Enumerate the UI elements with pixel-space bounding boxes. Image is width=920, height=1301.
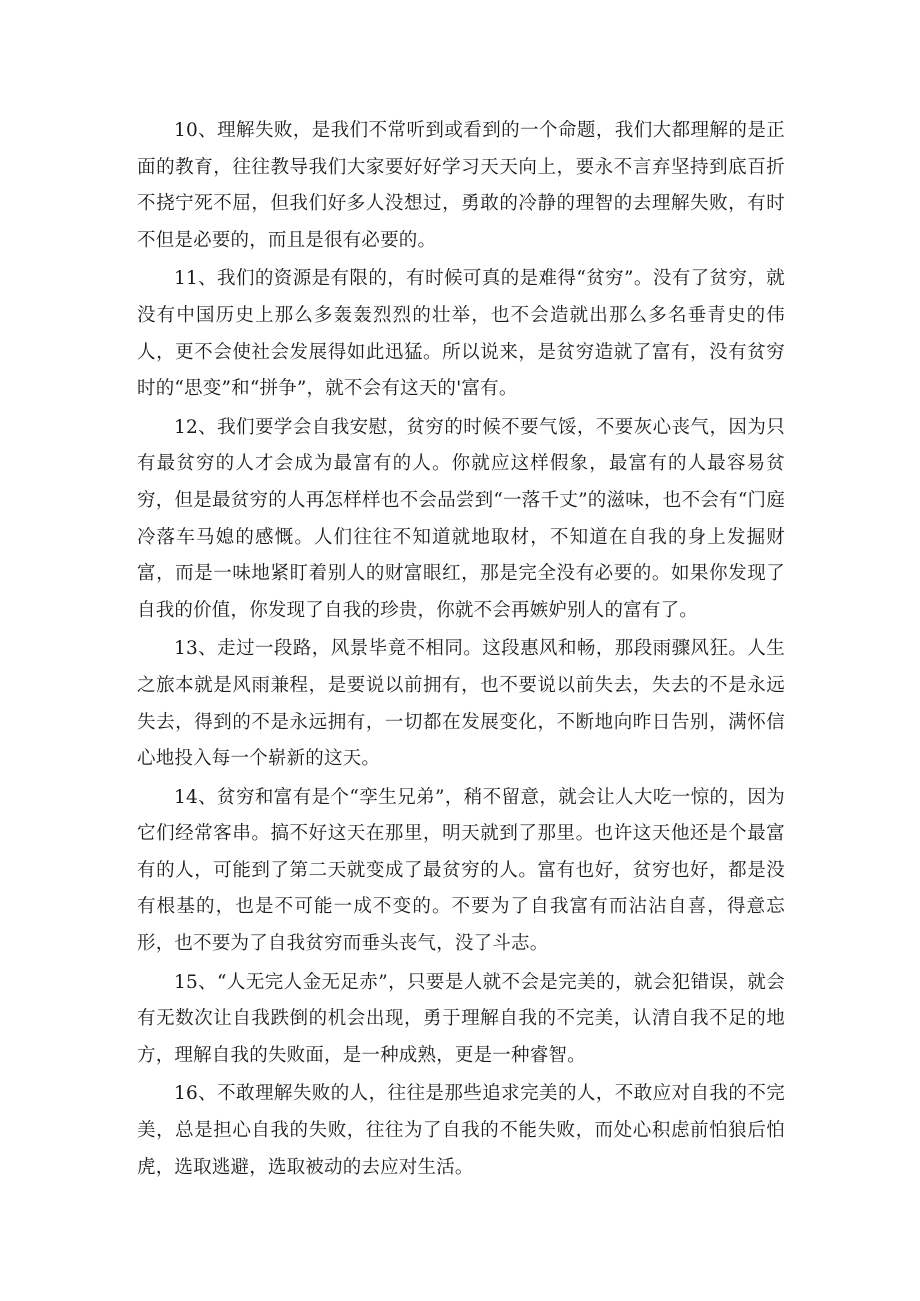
paragraph-11: 11、我们的资源是有限的，有时候可真的是难得“贫穷”。没有了贫穷，就没有中国历史上那么多轰轰烈烈的壮举，也不会造就出那么多名垂青史的伟人，更不会使社会发展得如此迅猛。所以说来，是贫穷造就了富有，没有贫穷时的“思变”和“拼争”，就不会有这天的'富有。 <box>137 268 785 400</box>
paragraph-15: 15、“人无完人金无足赤”，只要是人就不会是完美的，就会犯错误，就会有无数次让自我跌倒的机会出现，勇于理解自我的不完美，认清自我不足的地方，理解自我的失败面，是一种成熟，更是一种睿智。 <box>137 971 785 1066</box>
paragraph-13: 13、走过一段路，风景毕竟不相同。这段惠风和畅，那段雨骤风狂。人生之旅本就是风雨兼程，是要说以前拥有，也不要说以前失去，失去的不是永远失去，得到的不是永远拥有，一切都在发展变化，不断地向昨日告别，满怀信心地投入每一个崭新的这天。 <box>137 638 785 770</box>
document-body <box>137 113 785 1188</box>
paragraph-10: 10、理解失败，是我们不常听到或看到的一个命题，我们大都理解的是正面的教育，往往教导我们大家要好好学习天天向上，要永不言弃坚持到底百折不挠宁死不屈，但我们好多人没想过，勇敢的冷静的理智的去理解失败，有时不但是必要的，而且是很有必要的。 <box>137 120 785 251</box>
paragraph-14: 14、贫穷和富有是个“孪生兄弟”，稍不留意，就会让人大吃一惊的，因为它们经常客串。搞不好这天在那里，明天就到了那里。也许这天他还是个最富有的人，可能到了第二天就变成了最贫穷的人。富有也好，贫穷也好，都是没有根基的，也是不可能一成不变的。不要为了自我富有而沾沾自喜，得意忘形，也不要为了自我贫穷而垂头丧气，没了斗志。 <box>137 786 785 955</box>
paragraph-16: 16、不敢理解失败的人，往往是那些追求完美的人，不敢应对自我的不完美，总是担心自我的失败，往往为了自我的不能失败，而处心积虑前怕狼后怕虎，选取逃避，选取被动的去应对生活。 <box>137 1083 785 1178</box>
paragraph-12: 12、我们要学会自我安慰，贫穷的时候不要气馁，不要灰心丧气，因为只有最贫穷的人才会成为最富有的人。你就应这样假象，最富有的人最容易贫穷，但是最贫穷的人再怎样样也不会品尝到“一落千丈”的滋味，也不会有“门庭冷落车马媳的感慨。人们往往不知道就地取材，不知道在自我的身上发掘财富，而是一味地紧盯着别人的财富眼红，那是完全没有必要的。如果你发现了自我的价值，你发现了自我的珍贵，你就不会再嫉妒别人的富有了。 <box>137 416 785 621</box>
